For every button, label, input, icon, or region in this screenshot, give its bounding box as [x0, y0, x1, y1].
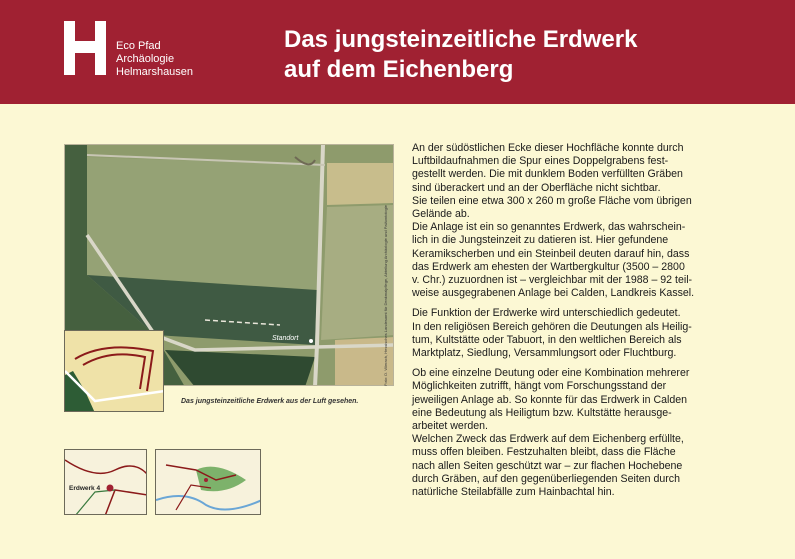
erdwerk-marker-number: 4 — [96, 485, 101, 492]
title-line-1: Das jungsteinzeitliche Erdwerk — [284, 26, 638, 53]
logo-line-2: Archäologie — [116, 53, 175, 65]
logo-text — [116, 40, 193, 79]
title-line-2: auf dem Eichenberg — [284, 56, 514, 83]
paragraph-2: Die Funktion der Erdwerke wird unterschiedlich gedeutet. In den religiösen Bereich gehören die Deutungen als Heilig- tum, Kultstätte oder Tabuort, in den weltlichen Bereich als Marktplatz, Siedlung, Versammlungsort oder Fluchtburg. — [412, 307, 692, 360]
body-text — [412, 142, 762, 506]
page-title — [284, 25, 637, 85]
erdwerk-label-text: Erdwerk — [69, 485, 95, 492]
erdwerk-map-label — [69, 485, 100, 492]
trail-overview-map — [155, 449, 261, 515]
photo-credit: Foto: D. Wierach, Hessisches Landesamt für Denkmalpflege, Abteilung Archäologie und Paläontologie — [383, 205, 388, 386]
ditch-outline-map — [64, 330, 164, 412]
eco-pfad-logo-icon — [64, 21, 106, 75]
paragraph-1: An der südöstlichen Ecke dieser Hochfläche konnte durch Luftbildaufnahmen die Spur eines Doppelgrabens fest- gestellt werden. Die mit dunklem Boden verfüllten Gräben sind überackert und an der Oberfläche nicht sichtbar. Sie teilen eine etwa 300 x 260 m große Fläche vom übrigen Gelände ab. Die Anlage ist ein so genanntes Erdwerk, das wahrschein- lich in die Jungsteinzeit zu datieren ist. Hier gefundene Keramikscherben und ein Steinbeil deuten darauf hin, dass das Erdwerk am ehesten der Wartbergkultur (3500 – 2800 v. Chr.) zuzuordnen ist – vergleichbar mit der 1988 – 92 teil- weise ausgegrabenen Anlage bei Calden, Landkreis Kassel. — [412, 142, 695, 300]
logo-line-1: Eco Pfad — [116, 40, 161, 52]
photo-caption: Das jungsteinzeitliche Erdwerk aus der Luft gesehen. — [181, 398, 359, 405]
header-banner — [0, 0, 795, 104]
locator-map — [64, 449, 147, 515]
paragraph-3: Ob eine einzelne Deutung oder eine Kombination mehrerer Möglichkeiten zutrifft, hängt vom Forschungsstand der jeweiligen Anlage ab. So konnte für das Erdwerk in Calden eine Bedeutung als Heiligtum bzw. Kultstätte herausge- arbeitet werden. Welchen Zweck das Erdwerk auf dem Eichenberg erfüllte, muss offen bleiben. Festzuhalten bleibt, dass die Fläche nach allen Seiten geschützt war – zur flachen Hochebene durch Gräben, auf den gegenüberliegenden Seiten durch natürliche Steilabfälle zum Hainbachtal hin. — [412, 367, 690, 499]
logo-line-3: Helmarshausen — [116, 66, 194, 78]
standort-marker-label: Standort — [272, 335, 299, 342]
